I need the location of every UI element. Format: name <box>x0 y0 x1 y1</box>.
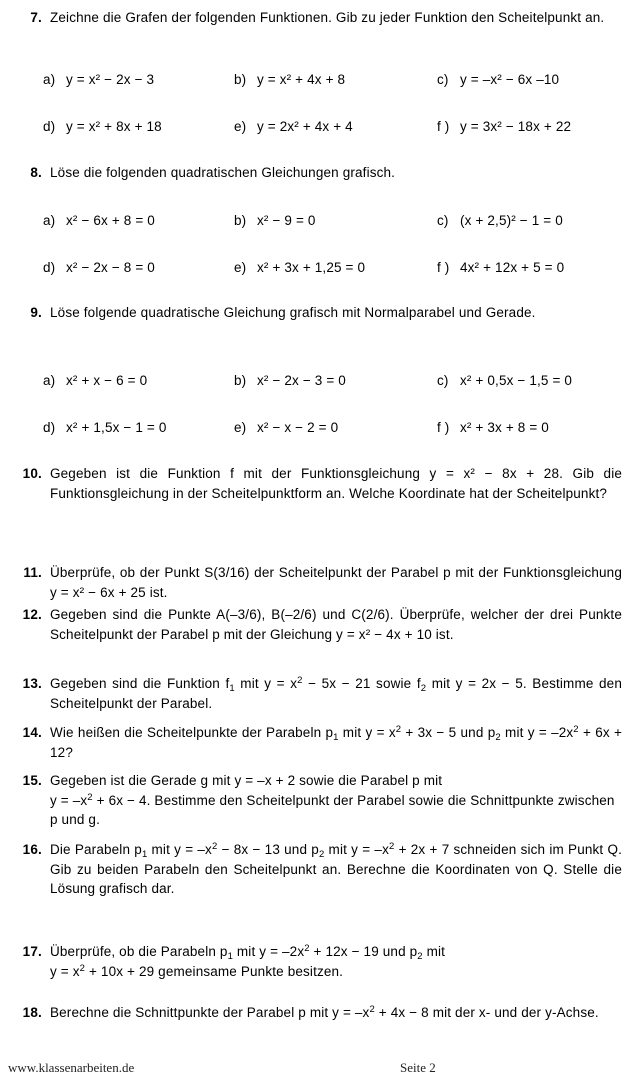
exercise-8-item-f-equation: 4x² + 12x + 5 = 0 <box>460 260 565 275</box>
exercise-15 <box>0 771 640 830</box>
exercise-9-item-e-equation: x² − x − 2 = 0 <box>257 420 339 435</box>
exercise-8-item-e-label: e) <box>234 260 247 275</box>
exercise-8-item-e <box>234 258 365 278</box>
exercise-9-item-b <box>234 371 346 391</box>
exercise-8-item-c-equation: (x + 2,5)² − 1 = 0 <box>460 213 563 228</box>
exercise-9-prompt: Löse folgende quadratische Gleichung grafisch mit Normalparabel und Gerade. <box>50 305 536 320</box>
exercise-7 <box>0 8 640 28</box>
exercise-9-item-a-equation: x² + x − 6 = 0 <box>66 373 148 388</box>
exercise-13 <box>0 674 640 713</box>
exercise-7-item-e-equation: y = 2x² + 4x + 4 <box>257 119 353 134</box>
exercise-11-number: 11. <box>23 565 42 580</box>
exercise-8-item-d-label: d) <box>43 260 56 275</box>
exercise-10-prompt: Gegeben ist die Funktion f mit der Funktionsgleichung y = x² − 8x + 28. Gib die Funktionsgleichung in der Scheitelpunktform an. Welche Koordinate hat der Scheitelpunkt? <box>50 466 622 501</box>
exercise-8-row-2 <box>0 258 640 278</box>
exercise-17-prompt: Überprüfe, ob die Parabeln $p_1$ mit $y = -2x^2 + 12x - 19$ und $p_2$ mit $y = x^2 + 10x + 29$ gemeinsame Punkte besitzen. <box>50 943 446 979</box>
exercise-12 <box>0 605 640 644</box>
exercise-8-item-c-label: c) <box>437 213 449 228</box>
exercise-7-item-e <box>234 117 353 137</box>
exercise-7-item-a <box>43 70 154 90</box>
exercise-12-number: 12. <box>22 607 42 622</box>
exercise-9-item-d-label: d) <box>43 420 56 435</box>
exercise-9-item-a <box>43 371 147 391</box>
exercise-8-item-f-label: f ) <box>437 260 450 275</box>
exercise-7-item-a-label: a) <box>43 72 56 87</box>
exercise-9-item-e-label: e) <box>234 420 247 435</box>
exercise-13-number: 13. <box>22 676 42 691</box>
exercise-14-number: 14. <box>22 725 42 740</box>
exercise-11-prompt: Überprüfe, ob der Punkt S(3/16) der Scheitelpunkt der Parabel p mit der Funktionsgleichung y = x² − 6x + 25 ist. <box>50 565 622 600</box>
exercise-15-prompt: Gegeben ist die Gerade g mit y = –x + 2 sowie die Parabel p mit $y = -x^2 + 6x - 4$. Bestimme den Scheitelpunkt der Parabel sowie die Schnittpunkte zwischen p und g. <box>50 773 615 827</box>
exercise-7-item-f-equation: y = 3x² − 18x + 22 <box>460 119 572 134</box>
exercise-9-item-f-equation: x² + 3x + 8 = 0 <box>460 420 549 435</box>
exercise-9-item-b-label: b) <box>234 373 247 388</box>
exercise-7-item-d <box>43 117 162 137</box>
exercise-11 <box>0 563 640 602</box>
exercise-18-prompt: Berechne die Schnittpunkte der Parabel p mit $y = -x^2 + 4x - 8$ mit der x- und der y-Achse. <box>50 1004 599 1020</box>
exercise-7-item-e-label: e) <box>234 119 247 134</box>
exercise-9-item-f <box>437 418 549 438</box>
exercise-7-item-d-equation: y = x² + 8x + 18 <box>66 119 162 134</box>
exercise-8-item-c <box>437 211 563 231</box>
exercise-9-number: 9. <box>30 305 42 320</box>
exercise-8-number: 8. <box>30 165 42 180</box>
exercise-9-item-e <box>234 418 338 438</box>
exercise-9-row-1 <box>0 371 640 391</box>
exercise-16-prompt: Die Parabeln $p_1$ mit $y = -x^2 - 8x - 13$ und $p_2$ mit $y = -x^2 + 2x + 7$ schneiden sich im Punkt Q. Gib zu beiden Parabeln den Scheitelpunkt an. Berechne die Koordinaten von Q. Stelle die Lösung grafisch dar. <box>50 841 623 896</box>
exercise-7-item-b-label: b) <box>234 72 247 87</box>
exercise-8 <box>0 163 640 183</box>
exercise-7-item-f <box>437 117 571 137</box>
exercise-15-number: 15. <box>22 773 42 788</box>
exercise-7-item-c-label: c) <box>437 72 449 87</box>
footer-source-url: www.klassenarbeiten.de <box>8 1060 135 1075</box>
exercise-7-item-d-label: d) <box>43 119 56 134</box>
exercise-14 <box>0 723 640 762</box>
exercise-9 <box>0 303 640 323</box>
exercise-8-item-e-equation: x² + 3x + 1,25 = 0 <box>257 260 366 275</box>
exercise-9-item-c-equation: x² + 0,5x − 1,5 = 0 <box>460 373 573 388</box>
exercise-8-item-f <box>437 258 564 278</box>
footer-page-number: Seite 2 <box>400 1060 436 1075</box>
exercise-10 <box>0 464 640 503</box>
exercise-9-item-b-equation: x² − 2x − 3 = 0 <box>257 373 346 388</box>
exercise-7-row-2 <box>0 117 640 137</box>
exercise-17-number: 17. <box>22 944 42 959</box>
exercise-8-item-b-label: b) <box>234 213 247 228</box>
exercise-8-row-1 <box>0 211 640 231</box>
exercise-18 <box>0 1003 640 1023</box>
exercise-17 <box>0 942 640 981</box>
exercise-13-prompt: Gegeben sind die Funktion $f_1$ mit $y = x^2 - 5x - 21$ sowie $f_2$ mit y = 2x − 5. Bestimme den Scheitelpunkt der Parabel. <box>50 675 622 711</box>
exercise-7-prompt: Zeichne die Grafen der folgenden Funktionen. Gib zu jeder Funktion den Scheitelpunkt an. <box>50 10 605 25</box>
page-footer <box>0 1060 640 1084</box>
exercise-9-item-c <box>437 371 572 391</box>
exercise-7-number: 7. <box>30 10 42 25</box>
exercise-9-item-f-label: f ) <box>437 420 450 435</box>
exercise-8-item-b-equation: x² − 9 = 0 <box>257 213 316 228</box>
exercise-8-item-d-equation: x² − 2x − 8 = 0 <box>66 260 155 275</box>
exercise-8-item-d <box>43 258 155 278</box>
exercise-14-prompt: Wie heißen die Scheitelpunkte der Parabeln $p_1$ mit $y = x^2 + 3x - 5$ und $p_2$ mit $y = -2x^2 + 6x + 12$? <box>50 724 623 760</box>
exercise-8-item-a <box>43 211 155 231</box>
exercise-18-number: 18. <box>22 1005 42 1020</box>
exercise-16-number: 16. <box>22 842 42 857</box>
exercise-9-item-d <box>43 418 166 438</box>
exercise-7-item-c <box>437 70 559 90</box>
exercise-8-item-a-equation: x² − 6x + 8 = 0 <box>66 213 155 228</box>
exercise-7-row-1 <box>0 70 640 90</box>
exercise-8-item-b <box>234 211 316 231</box>
exercise-10-number: 10. <box>22 466 42 481</box>
exercise-7-item-b-equation: y = x² + 4x + 8 <box>257 72 346 87</box>
exercise-7-item-b <box>234 70 345 90</box>
exercise-9-row-2 <box>0 418 640 438</box>
exercise-9-item-d-equation: x² + 1,5x − 1 = 0 <box>66 420 167 435</box>
exercise-9-item-c-label: c) <box>437 373 449 388</box>
exercise-12-prompt: Gegeben sind die Punkte A(–3/6), B(–2/6) und C(2/6). Überprüfe, welcher der drei Punkte Scheitelpunkt der Parabel p mit der Gleichung y = x² − 4x + 10 ist. <box>50 607 622 642</box>
exercise-7-item-c-equation: y = –x² − 6x –10 <box>460 72 560 87</box>
exercise-7-item-f-label: f ) <box>437 119 450 134</box>
exercise-16 <box>0 840 640 899</box>
exercise-9-item-a-label: a) <box>43 373 56 388</box>
exercise-7-item-a-equation: y = x² − 2x − 3 <box>66 72 155 87</box>
exercise-8-item-a-label: a) <box>43 213 56 228</box>
exercise-8-prompt: Löse die folgenden quadratischen Gleichungen grafisch. <box>50 165 396 180</box>
